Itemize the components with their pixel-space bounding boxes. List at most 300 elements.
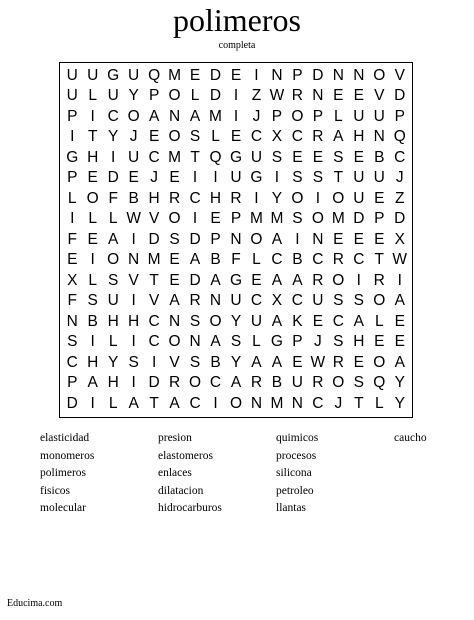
grid-cell: D [189,230,201,248]
grid-cell: E [353,353,364,371]
word-column [276,430,386,518]
grid-cell: O [332,189,345,207]
grid-cell: E [353,87,364,105]
grid-cell: I [90,107,95,125]
grid-cell: L [190,87,200,105]
grid-cell: U [373,107,385,125]
grid-row [62,271,410,291]
grid-cell: N [230,230,242,248]
grid-row [62,312,410,332]
grid-cell: Q [393,128,406,146]
grid-cell: P [67,374,78,392]
grid-cell: N [128,251,140,269]
grid-cell: A [169,292,180,310]
grid-cell: E [169,271,180,289]
grid-cell: F [67,230,77,248]
grid-cell: S [189,353,201,371]
grid-cell: C [312,251,324,269]
grid-cell: I [70,128,75,146]
grid-cell: P [312,107,324,125]
grid-cell: V [128,271,139,289]
grid-cell: I [131,374,136,392]
grid-cell: L [211,128,220,146]
word-column [158,430,268,518]
grid-cell: A [128,394,139,412]
grid-cell: L [252,251,261,269]
grid-cell: U [87,67,99,84]
grid-cell: S [333,292,344,310]
grid-cell: P [230,210,242,228]
grid-cell: A [251,353,262,371]
grid-cell: I [233,107,239,125]
grid-cell: S [189,128,201,146]
grid-cell: U [250,148,263,166]
grid-cell: I [315,189,321,207]
grid-cell: U [128,67,140,84]
word-column [40,430,150,518]
grid-cell: X [67,271,78,289]
grid-cell: O [229,394,243,412]
grid-cell: H [353,128,365,146]
grid-cell: V [169,353,180,371]
grid-cell: S [128,353,139,371]
grid-cell: Y [271,189,283,207]
grid-cell: A [230,374,242,392]
grid-row [62,230,410,250]
grid-cell: G [107,67,120,84]
grid-cell: W [392,251,408,269]
grid-cell: A [148,107,160,125]
page-title: polimeros [173,2,301,38]
grid-cell: R [373,271,385,289]
word-item: elastomeros [158,449,213,462]
grid-cell: T [354,394,364,412]
grid-cell: E [292,148,303,166]
grid-row [62,250,410,270]
grid-cell: E [292,353,303,371]
grid-cell: I [295,230,300,248]
grid-cell: C [148,312,160,330]
grid-cell: Y [128,87,139,105]
grid-cell: O [86,189,99,207]
grid-cell: I [90,333,95,351]
grid-cell: P [148,87,160,105]
grid-cell: U [353,189,365,207]
grid-cell: R [312,271,324,289]
grid-cell: J [252,107,261,125]
grid-cell: P [67,107,78,125]
grid-cell: I [151,353,157,371]
grid-cell: E [87,230,98,248]
grid-cell: H [353,333,365,351]
grid-cell: A [394,292,405,310]
grid-cell: N [291,394,303,412]
grid-cell: R [189,292,201,310]
grid-cell: R [230,189,242,207]
grid-cell: C [394,148,406,166]
word-item: procesos [276,449,317,462]
grid-cell: U [107,87,119,105]
grid-cell: I [70,210,75,228]
grid-cell: U [353,107,365,125]
grid-cell: A [333,128,344,146]
grid-cell: R [312,374,324,392]
grid-cell: E [230,67,242,84]
grid-cell: K [292,312,303,330]
grid-cell: S [108,271,119,289]
grid-cell: M [168,148,182,166]
grid-cell: U [250,312,263,330]
grid-cell: C [353,251,365,269]
grid-cell: T [87,128,98,146]
grid-cell: H [128,312,140,330]
grid-cell: V [394,67,405,84]
grid-cell: S [271,148,283,166]
grid-cell: T [190,148,200,166]
grid-cell: C [250,292,263,310]
grid-cell: P [292,333,303,351]
grid-cell: J [334,394,343,412]
grid-cell: H [107,312,119,330]
grid-cell: E [333,87,344,105]
grid-cell: B [292,251,303,269]
grid-cell: N [209,292,222,310]
grid-cell: B [210,353,221,371]
grid-cell: D [353,210,365,228]
grid-cell: I [356,271,361,289]
grid-cell: I [131,230,136,248]
grid-cell: P [271,107,283,125]
grid-cell: C [271,251,283,269]
grid-row [62,107,410,127]
grid-cell: E [169,251,180,269]
grid-cell: C [291,128,303,146]
grid-row [62,127,410,147]
grid-cell: Y [230,312,242,330]
grid-cell: Q [209,148,222,166]
grid-cell: E [353,148,364,166]
grid-cell: U [107,292,119,310]
grid-cell: L [252,333,261,351]
grid-cell: E [67,251,78,269]
grid-cell: R [291,87,303,105]
grid-cell: D [148,230,160,248]
grid-cell: J [395,169,404,187]
grid-cell: A [189,107,201,125]
grid-cell: L [374,312,384,330]
grid-cell: B [128,189,139,207]
grid-cell: T [374,251,384,269]
word-item: enlaces [158,467,192,480]
grid-cell: D [66,394,78,412]
page-subtitle: completa [218,40,256,51]
grid-cell: L [334,107,343,125]
grid-cell: P [67,169,78,187]
grid-cell: O [373,67,386,84]
grid-cell: L [108,333,118,351]
grid-cell: N [168,107,181,125]
grid-cell: O [189,374,202,392]
grid-cell: G [270,333,283,351]
grid-cell: A [353,312,364,330]
grid-cell: E [312,312,324,330]
grid-cell: D [209,67,222,84]
grid-cell: O [373,292,386,310]
grid-cell: O [311,210,324,228]
word-search-grid [62,66,410,414]
grid-cell: L [374,394,384,412]
grid-cell: I [131,333,136,351]
grid-cell: D [107,169,119,187]
word-item: petroleo [276,484,314,497]
grid-cell: D [394,87,406,105]
word-item: quimicos [276,432,319,444]
grid-cell: E [353,230,364,248]
grid-cell: A [210,333,221,351]
grid-cell: E [251,271,262,289]
grid-cell: I [131,292,136,310]
grid-cell: G [229,271,243,289]
footer-credit: Educima.com [7,598,63,609]
grid-cell: B [210,251,221,269]
grid-cell: E [148,128,160,146]
grid-cell: Y [108,128,119,146]
grid-cell: T [149,394,159,412]
grid-cell: U [128,148,140,166]
grid-cell: S [333,333,344,351]
grid-cell: F [231,251,241,269]
grid-cell: L [88,87,98,105]
grid-cell: A [210,271,221,289]
grid-cell: O [332,374,345,392]
grid-cell: M [331,210,345,228]
grid-cell: J [150,169,158,187]
grid-row [62,332,410,352]
grid-cell: C [107,107,119,125]
grid-cell: S [87,292,98,310]
grid-cell: O [373,353,386,371]
grid-cell: L [108,210,118,228]
grid-cell: L [88,210,98,228]
grid-cell: U [353,169,365,187]
grid-cell: M [209,107,222,125]
grid-cell: H [148,189,160,207]
grid-cell: I [111,148,116,166]
grid-cell: A [189,251,201,269]
grid-cell: R [332,353,344,371]
grid-cell: C [189,189,201,207]
grid-cell: I [213,169,218,187]
grid-cell: D [148,374,160,392]
grid-cell: S [353,292,364,310]
grid-cell: M [249,210,263,228]
grid-cell: D [209,87,222,105]
grid-cell: S [169,230,180,248]
grid-cell: G [229,148,243,166]
grid-cell: E [394,312,405,330]
grid-cell: N [189,333,201,351]
grid-cell: O [168,128,181,146]
grid-cell: A [169,394,180,412]
grid-cell: D [189,271,201,289]
word-item: llantas [276,502,307,515]
grid-cell: I [90,394,95,412]
word-item: monomeros [40,449,95,462]
grid-cell: S [189,312,201,330]
grid-cell: R [332,251,344,269]
grid-cell: O [127,107,140,125]
grid-cell: O [332,271,345,289]
grid-cell: E [189,67,201,84]
grid-cell: N [312,230,324,248]
word-item: dilatacion [158,484,204,497]
grid-cell: P [210,230,221,248]
grid-cell: M [270,210,284,228]
grid-cell: U [230,292,242,310]
grid-row [62,373,410,393]
grid-cell: A [271,271,283,289]
grid-cell: N [250,394,263,412]
grid-cell: O [209,312,222,330]
grid-cell: R [168,374,181,392]
grid-cell: H [107,374,119,392]
grid-cell: S [67,333,78,351]
grid-row [62,394,410,414]
grid-row [62,148,410,168]
grid-cell: T [333,169,344,187]
grid-cell: E [230,128,242,146]
grid-cell: J [129,128,138,146]
grid-cell: I [274,169,280,187]
grid-cell: I [397,271,402,289]
grid-cell: Y [108,353,119,371]
word-item: hidrocarburos [158,502,222,515]
grid-cell: O [250,230,263,248]
grid-cell: L [108,394,118,412]
grid-cell: I [192,169,198,187]
grid-cell: G [66,148,79,166]
grid-cell: P [394,107,405,125]
grid-cell: N [66,312,78,330]
grid-cell: E [333,230,344,248]
grid-cell: E [210,210,221,228]
word-item: silicona [276,467,312,480]
word-item: presion [158,432,192,444]
grid-cell: E [169,169,180,187]
grid-cell: C [66,353,78,371]
grid-cell: C [189,394,201,412]
grid-cell: O [107,251,120,269]
grid-cell: U [66,87,78,105]
grid-cell: M [147,251,161,269]
grid-cell: N [168,312,181,330]
grid-cell: V [148,292,160,310]
grid-cell: B [87,312,98,330]
grid-cell: W [126,210,141,228]
grid-cell: S [292,169,303,187]
grid-cell: E [374,230,385,248]
grid-cell: L [88,271,98,289]
grid-cell: A [292,271,303,289]
grid-cell: G [250,169,263,187]
grid-cell: R [312,128,324,146]
grid-cell: S [292,210,303,228]
grid-cell: Y [394,394,405,412]
word-item: molecular [40,502,86,515]
grid-cell: T [149,271,159,289]
grid-row [62,353,410,373]
grid-cell: N [353,67,365,84]
grid-cell: C [148,333,160,351]
grid-cell: N [312,87,324,105]
grid-cell: C [250,128,263,146]
grid-cell: C [332,312,344,330]
grid-cell: W [269,87,285,105]
grid-cell: E [128,169,139,187]
grid-cell: E [312,148,324,166]
grid-cell: V [148,210,160,228]
grid-cell: S [312,169,324,187]
grid-cell: O [291,189,304,207]
grid-cell: A [271,353,283,371]
grid-cell: Q [148,67,161,84]
grid-row [62,86,410,106]
grid-row [62,66,410,86]
grid-cell: X [394,230,405,248]
grid-cell: M [168,67,182,84]
grid-cell: U [230,169,242,187]
grid-cell: U [66,67,78,84]
grid-cell: H [87,353,99,371]
grid-cell: U [291,374,303,392]
grid-cell: S [333,148,344,166]
grid-cell: F [108,189,118,207]
grid-cell: O [291,107,304,125]
grid-cell: E [374,189,385,207]
grid-cell: H [209,189,222,207]
grid-row [62,189,410,209]
grid-cell: B [374,148,385,166]
grid-cell: D [312,67,324,84]
grid-cell: O [168,333,181,351]
grid-cell: N [271,67,283,84]
grid-cell: I [213,394,218,412]
grid-cell: S [230,333,242,351]
word-list [40,430,440,520]
grid-cell: N [373,128,385,146]
grid-cell: I [254,189,259,207]
grid-cell: H [87,148,99,166]
word-item: fisicos [40,484,71,497]
grid-cell: Z [395,189,405,207]
grid-cell: C [291,292,303,310]
grid-cell: P [292,67,303,84]
grid-cell: I [90,251,95,269]
grid-cell: A [271,312,283,330]
grid-cell: U [373,169,385,187]
grid-cell: A [87,374,98,392]
grid-cell: E [394,333,405,351]
grid-cell: R [168,189,181,207]
grid-cell: N [332,67,344,84]
word-item: caucho [394,432,427,444]
grid-cell: I [254,67,259,84]
grid-cell: E [87,169,98,187]
grid-cell: L [67,189,77,207]
grid-cell: Y [394,374,405,392]
grid-cell: C [209,374,222,392]
grid-cell: Y [230,353,242,371]
